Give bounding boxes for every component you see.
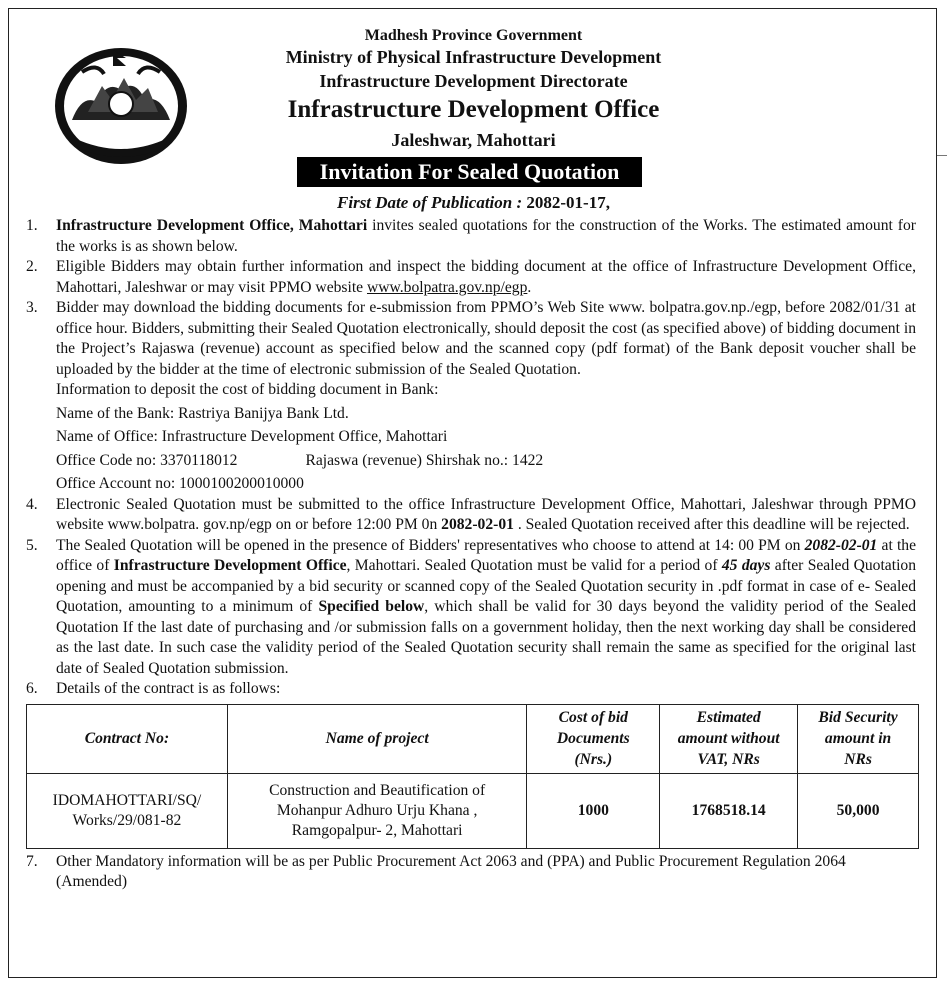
cell-project-name: Construction and Beautification of Mohanpur Adhuro Urju Khana , Ramgopalpur- 2, Mahottari [227,773,527,848]
header-province: Madhesh Province Government [364,27,583,44]
cell-contract-no: IDOMAHOTTARI/SQ/ Works/29/081-82 [27,773,228,848]
header-ministry: Ministry of Physical Infrastructure Development [285,47,662,67]
submission-deadline: 2082-02-01 [441,516,514,533]
header-directorate: Infrastructure Development Directorate [319,71,628,91]
header-project-name: Name of project [227,704,527,773]
table-header-row [27,704,919,773]
bank-name: Name of the Bank: Rastriya Banijya Bank Ltd. [56,404,349,422]
notice-title-banner: Invitation For Sealed Quotation [297,157,642,187]
office-account: Office Account no: 1000100200010000 [56,475,304,492]
list-item: 3. Bidder may download the bidding documents for e-submission from PPMO’s Web Site www. bolpatra.gov.np./egp, before 2082/01/31 at office hour. Bidders, submitting their Sealed Quotation electronically, should deposit the cost (as specified above) of bidding document in the Project’s Rajaswa (revenue) account as specified below and the scanned copy (pdf format) of the Bank deposit voucher shall be uploaded by the bidder at the time of electronic submission of the Sealed Quotation. Information to deposit the cost of bidding document in Bank: Name of the Bank: Rastriya Banijya Bank Ltd. Name of Office: Infrastructure Development Office, Mahottari Office Code no: 3370118012 Rajaswa (revenue) Shirshak no.: 1422 Office Account no: 1000100200010000 [26,298,916,495]
header-estimated-amount: Estimated amount without VAT, NRs [660,704,798,773]
office-code-row: Office Code no: 3370118012 Rajaswa (revenue) Shirshak no.: 1422 [56,451,544,469]
publication-date-value: 2082-01-17, [526,193,610,212]
ppmo-website-link[interactable]: www.bolpatra.gov.np/egp [366,278,528,296]
header-contract-no: Contract No: [27,704,228,773]
list-item: 7. Other Mandatory information will be as per Public Procurement Act 2063 and (PPA) and Public Procurement Regulation 2064 (Amended) [26,852,846,890]
header-bid-security: Bid Security amount in NRs [798,704,919,773]
list-item: 1. Infrastructure Development Office, Mahottari invites sealed quotations for the construction of the Works. The estimated amount for the works is as shown below. [26,217,916,255]
contract-table [26,704,919,849]
security-specified: Specified below [318,598,425,615]
table-row [27,773,919,848]
list-item: 2. Eligible Bidders may obtain further information and inspect the bidding document at the office of Infrastructure Development Office, Mahottari, Jaleshwar or may visit PPMO website www.bolpatra.gov.np/egp. [26,258,916,296]
header-office: Infrastructure Development Office [287,96,660,123]
header-document-cost: Cost of bid Documents (Nrs.) [527,704,660,773]
opening-date: 2082-02-01 [804,536,878,554]
list-item: 6. Details of the contract is as follows: [26,680,281,697]
validity-days: 45 days [721,557,771,574]
office-name: Name of Office: Infrastructure Development Office, Mahottari [56,428,448,445]
cell-bid-security: 50,000 [798,773,919,848]
cell-document-cost: 1000 [527,773,660,848]
list-item: 5. The Sealed Quotation will be opened in the presence of Bidders' representatives who choose to attend at 14: 00 PM on 2082-02-01 at the office of Infrastructure Development Office, Mahottari. Sealed Quotation must be valid for a period of 45 days after Sealed Quotation opening and must be accompanied by a bid security or scanned copy of the Sealed Quotation security in .pdf format in case of e- Sealed Quotation, amounting to a minimum of Specified below, which shall be valid for 30 days beyond the validity period of the Sealed Quotation If the last date of purchasing and /or submission falls on a government holiday, then the next working day shall be considered as the last date. In such case the validity period of the Sealed Quotation security shall remain the same as specified for the original last date of Sealed Quotation submission. [26,536,917,677]
bank-info-heading: Information to deposit the cost of bidding document in Bank: [56,381,439,398]
list-item: 4. Electronic Sealed Quotation must be submitted to the office Infrastructure Development Office, Mahottari, Jaleshwar through PPMO website www.bolpatra. gov.np/egp on or before 12:00 PM 0n 2082-02-01 . Sealed Quotation received after this deadline will be rejected. [26,495,916,533]
item1-office: Infrastructure Development Office, Mahottari [56,217,368,234]
cell-estimated-amount: 1768518.14 [660,773,798,848]
header-location: Jaleshwar, Mahottari [391,130,556,150]
publication-date-label: First Date of Publication : [337,193,527,212]
opening-office: Infrastructure Development Office [113,557,347,574]
publication-date [0,193,947,213]
notice-items [26,216,916,893]
page-edge-line [937,155,947,156]
